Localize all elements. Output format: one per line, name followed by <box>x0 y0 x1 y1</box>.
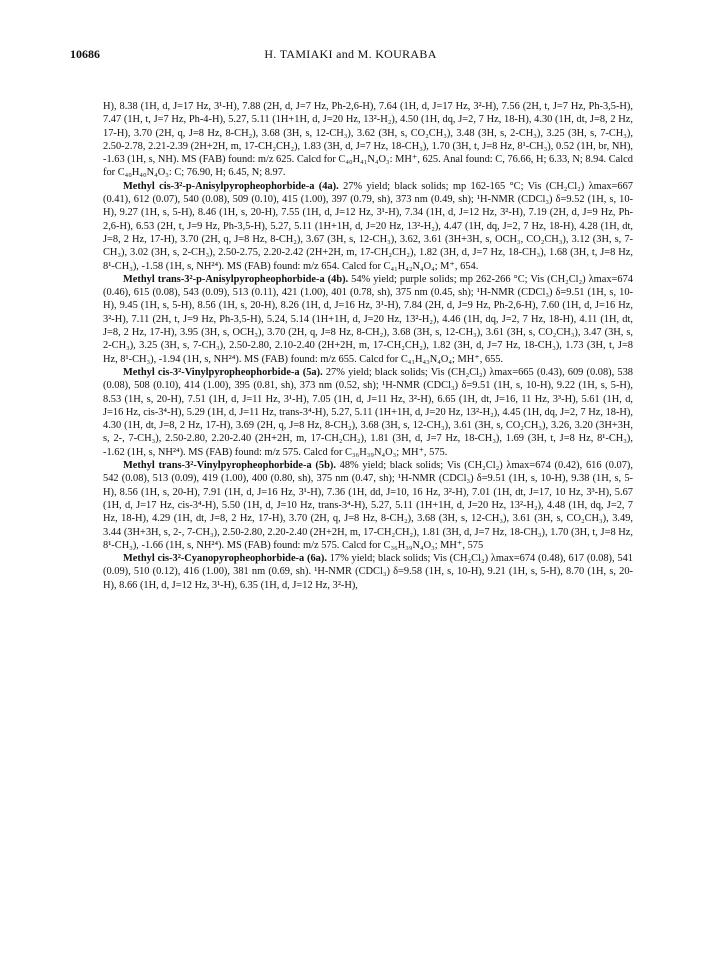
compound-name: Methyl trans-3²-Vinylpyropheophorbide-a (5b). <box>123 460 336 472</box>
page-header <box>70 47 631 67</box>
running-head: H. TAMIAKI and M. KOURABA <box>264 47 437 61</box>
compound-name: Methyl cis-3²-Cyanopyropheophorbide-a (6a). <box>123 553 327 565</box>
compound-5a-paragraph <box>103 366 633 459</box>
compound-5b-paragraph <box>103 459 633 552</box>
compound-4b-paragraph <box>103 273 633 366</box>
paragraph-text: 48% yield; black solids; Vis (CH₂Cl₂) λmax=674 (0.42), 616 (0.07), 542 (0.08), 513 (0.09), 419 (1.00), 400 (0.80, sh), 375 nm (0.47, sh); ¹H-NMR (CDCl₃) δ=9.51 (1H, s, 10-H), 9.38 (1H, s, 5-H), 8.56 (1H, s, 20-H), 7.91 (1H, d, J=16 Hz, 3¹-H), 7.36 (1H, dd, J=10, 16 Hz, 3²-H), 7.01 (1H, dt, J=17, 10 Hz, 3³-H), 5.67 (1H, d, J=17 Hz, cis-3⁴-H), 5.50 (1H, d, J=10 Hz, trans-3⁴-H), 5.27, 5.11 (1H+1H, d, J=20 Hz, 13²-H₂), 4.48 (1H, dq, J=2, 7 Hz, 18-H), 4.29 (1H, dt, J=8, 2 Hz, 17-H), 3.70 (2H, q, J=8 Hz, 8-CH₂), 3.68 (3H, s, 12-CH₃), 3.61 (3H, s, CO₂CH₃), 3.49, 3.44 (3H+3H, s, 2-, 7-CH₃), 2.50-2.80, 2.20-2.40 (2H+2H, m, 17-CH₂CH₂), 1.81 (3H, d, J=7 Hz, 18-CH₃), 1.70 (3H, t, J=8 Hz, 8¹-CH₃), -1.66 (1H, s, NH²⁴). MS (FAB) found: m/z 575. Calcd for C₃₆H₃₉N₄O₃; MH⁺, 575 <box>103 460 633 551</box>
paragraph-text: 17% yield; black solids; Vis (CH₂Cl₂) λmax=674 (0.48), 617 (0.08), 541 (0.09), 510 (0.12), 416 (1.00), 381 nm (0.69, sh). ¹H-NMR (CDCl₃) δ=9.58 (1H, s, 10-H), 9.21 (1H, s, 5-H), 8.70 (1H, s, 20-H), 8.66 (1H, d, J=12 Hz, 3¹-H), 6.35 (1H, d, J=12 Hz, 3²-H), <box>103 553 633 591</box>
compound-6a-paragraph <box>103 552 633 592</box>
paragraph-continued <box>103 100 633 180</box>
compound-name: Methyl cis-3²-p-Anisylpyropheophorbide-a (4a). <box>123 180 339 192</box>
compound-name: Methyl trans-3²-p-Anisylpyropheophorbide-a (4b). <box>123 273 349 285</box>
compound-4a-paragraph <box>103 180 633 273</box>
paragraph-text: H), 8.38 (1H, d, J=17 Hz, 3¹-H), 7.88 (2H, d, J=7 Hz, Ph-2,6-H), 7.64 (1H, d, J=17 Hz, 3²-H), 7.56 (2H, t, J=7 Hz, Ph-3,5-H), 7.47 (1H, t, J=7 Hz, Ph-4-H), 5.27, 5.11 (1H+1H, d, J=20 Hz, 13²-H₂), 4.50 (1H, dq, J=2, 7 Hz, 18-H), 4.30 (1H, dt, J=8, 2 Hz, 17-H), 3.70 (2H, q, J=8 Hz, 8-CH₂), 3.68 (3H, s, 12-CH₃), 3.62 (3H, s, CO₂CH₃), 3.48 (3H, s, 2-CH₃), 3.25 (3H, s, 7-CH₃), 2.50-2.78, 2.21-2.39 (2H+2H, m, 17-CH₂CH₂), 1.83 (3H, d, J=7 Hz, 18-CH₃), 1.70 (3H, t, J=8 Hz, 8¹-CH₃), 0.52 (1H, br, NH), -1.63 (1H, s, NH). MS (FAB) found: m/z 625. Calcd for C₄₀H₄₁N₄O₃: MH⁺, 625. Anal found: C, 76.66, H; 6.33, N; 8.94. Calcd for C₄₀H₄₀N₄O₃: C; 76.90, H; 6.45, N; 8.97. <box>103 101 633 179</box>
page-number: 10686 <box>70 47 100 61</box>
paragraph-text: 54% yield; purple solids; mp 262-266 °C; Vis (CH₂Cl₂) λmax=674 (0.46), 615 (0.08), 543 (0.09), 513 (0.11), 421 (1.00), 401 (0.78, sh), 375 nm (0.45, sh); ¹H-NMR (CDCl₃) δ=9.51 (1H, s, 10-H), 9.45 (1H, s, 5-H), 8.56 (1H, s, 20-H), 8.26 (1H, d, J=16 Hz, 3¹-H), 7.84 (2H, d, J=9 Hz, Ph-2,6-H), 7.60 (1H, d, J=16 Hz, 3²-H), 7.11 (2H, t, J=9 Hz, Ph-3,5-H), 5.24, 5.14 (1H+1H, d, J=20 Hz, 13²-H₂), 4.46 (1H, dq, J=2, 7 Hz, 18-H), 4.11 (1H, dt, J=8, 2 Hz, 17-H), 3.95 (3H, s, OCH₃), 3.70 (2H, q, J=8 Hz, 8-CH₂), 3.68 (3H, s, 12-CH₃), 3.61 (3H, s, CO₂CH₃), 3.47 (3H, s, 2-CH₃), 3.25 (3H, s, 7-CH₃), 2.50-2.80, 2.10-2.40 (2H+2H, m, 17-CH₂CH₂), 1.82 (3H, d, J=7 Hz, 18-CH₃), 1.73 (3H, t, J=8 Hz, 8¹-CH₃), -1.94 (1H, s, NH²⁴). MS (FAB) found: m/z 655. Calcd for C₄₁H₄₃N₄O₄; MH⁺, 655. <box>103 273 633 365</box>
experimental-section <box>103 100 633 592</box>
compound-name: Methyl cis-3²-Vinylpyropheophorbide-a (5a). <box>123 366 323 378</box>
paragraph-text: 27% yield; black solids; mp 162-165 °C; Vis (CH₂Cl₂) λmax=667 (0.41), 612 (0.07), 540 (0.08), 509 (0.10), 415 (1.00), 397 (0.79, sh), 373 nm (0.49, sh); ¹H-NMR (CDCl₃) δ=9.52 (1H, s, 10-H), 9.27 (1H, s, 5-H), 8.46 (1H, s, 20-H), 7.55 (1H, d, J=12 Hz, 3¹-H), 7.34 (1H, d, J=12 Hz, 3²-H), 7.19 (2H, d, J=9 Hz, Ph-2,6-H), 6.53 (2H, t, J=9 Hz, Ph-3,5-H), 5.27, 5.11 (1H+1H, d, J=20 Hz, 13²-H₂), 4.47 (1H, dq, J=2, 7 Hz, 18-H), 4.28 (1H, dt, J=8, 2 Hz, 17-H), 3.70 (2H, q, J=8 Hz, 8-CH₂), 3.67 (3H, s, 12-CH₃), 3.62, 3.61 (3H+3H, s, OCH₃, CO₂CH₃), 3.12 (3H, s, 7-CH₃), 3.02 (3H, s, 2-CH₃), 2.50-2.75, 2.20-2.42 (2H+2H, m, 17-CH₂CH₂), 1.82 (3H, d, J=7 Hz, 18-CH₃), 1.68 (3H, t, J=8 Hz, 8¹-CH₃), -1.58 (1H, s, NH²⁴). MS (FAB) found: m/z 654. Calcd for C₄₁H₄₂N₄O₄; M⁺, 654. <box>103 180 633 272</box>
paragraph-text: 27% yield; black solids; Vis (CH₂Cl₂) λmax=665 (0.43), 609 (0.08), 538 (0.08), 508 (0.10), 414 (1.00), 395 (0.81, sh), 373 nm (0.52, sh); ¹H-NMR (CDCl₃) δ=9.51 (1H, s, 10-H), 9.22 (1H, s, 5-H), 8.53 (1H, s, 20-H), 7.51 (1H, d, J=11 Hz, 3¹-H), 7.05 (1H, d, J=11 Hz, 3²-H), 6.65 (1H, dt, J=16, 11 Hz, 3³-H), 5.61 (1H, d, J=16 Hz, cis-3⁴-H), 5.29 (1H, d, J=11 Hz, trans-3⁴-H), 5.27, 5.11 (1H+1H, d, J=20 Hz, 13²-H₂), 4.45 (1H, dq, J=2, 7 Hz, 18-H), 4.30 (1H, dt, J=8, 2 Hz, 17-H), 3.69 (2H, q, J=8 Hz, 8-CH₂), 3.68 (3H, s, 12-CH₃), 3.61 (3H, s, CO₂CH₃), 3.26, 3.20 (3H+3H, s, 2-, 7-CH₃), 2.50-2.80, 2.20-2.40 (2H+2H, m, 17-CH₂CH₂), 1.81 (3H, d, J=7 Hz, 18-CH₃), 1.69 (3H, t, J=8 Hz, 8¹-CH₃), -1.62 (1H, s, NH²⁴). MS (FAB) found: m/z 575. Calcd for C₃₆H₃₉N₄O₃; MH⁺, 575. <box>103 366 633 458</box>
